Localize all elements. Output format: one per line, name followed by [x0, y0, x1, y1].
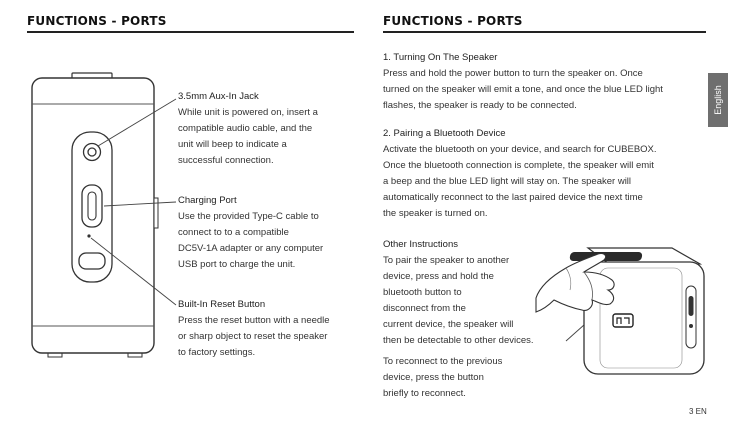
right-page-title: FUNCTIONS - PORTS	[383, 14, 523, 28]
section-line: device, press the button	[383, 372, 484, 383]
callout-line: DC5V-1A adapter or any computer	[178, 243, 324, 254]
left-page-title: FUNCTIONS - PORTS	[27, 14, 167, 28]
callout-heading: Charging Port	[178, 195, 237, 206]
section-heading: Other Instructions	[383, 239, 458, 250]
section-line: device, press and hold the	[383, 271, 494, 282]
section-heading: 1. Turning On The Speaker	[383, 52, 498, 63]
section-line: To reconnect to the previous	[383, 356, 503, 367]
callout-line: connect to to a compatible	[178, 227, 289, 238]
section-line: then be detectable to other devices.	[383, 335, 534, 346]
callout-line: to factory settings.	[178, 347, 256, 358]
section-line: Once the bluetooth connection is complete, the speaker will emit	[383, 160, 654, 171]
section-line: automatically reconnect to the last paired device the next time	[383, 192, 643, 203]
section-line: bluetooth button to	[383, 287, 462, 298]
section-line: current device, the speaker will	[383, 319, 514, 330]
section-line: a beep and the blue LED light will stay on. The speaker will	[383, 176, 632, 187]
page-number: 3 EN	[689, 407, 707, 416]
section-line: briefly to reconnect.	[383, 388, 466, 399]
callout-heading: Built-In Reset Button	[178, 299, 266, 310]
section-line: turned on the speaker will emit a tone, and once the blue LED light	[383, 84, 663, 95]
callout-line: unit will beep to indicate a	[178, 139, 287, 150]
callout-line: successful connection.	[178, 155, 274, 166]
callout-line: Use the provided Type-C cable to	[178, 211, 319, 222]
section-line: Activate the bluetooth on your device, and search for CUBEBOX.	[383, 144, 657, 155]
language-tab	[708, 73, 728, 127]
section-line: To pair the speaker to another	[383, 255, 510, 266]
callout-line: USB port to charge the unit.	[178, 259, 296, 270]
callout-line: While unit is powered on, insert a	[178, 107, 318, 118]
section-line: the speaker is turned on.	[383, 208, 488, 219]
callout-line: or sharp object to reset the speaker	[178, 331, 328, 342]
callout-heading: 3.5mm Aux-In Jack	[178, 91, 259, 102]
section-heading: 2. Pairing a Bluetooth Device	[383, 128, 506, 139]
section-line: flashes, the speaker is ready to be connected.	[383, 100, 577, 111]
section-line: disconnect from the	[383, 303, 466, 314]
language-tab-label: English	[713, 85, 723, 115]
section-line: Press and hold the power button to turn the speaker on. Once	[383, 68, 643, 79]
callout-line: Press the reset button with a needle	[178, 315, 330, 326]
callout-line: compatible audio cable, and the	[178, 123, 313, 134]
